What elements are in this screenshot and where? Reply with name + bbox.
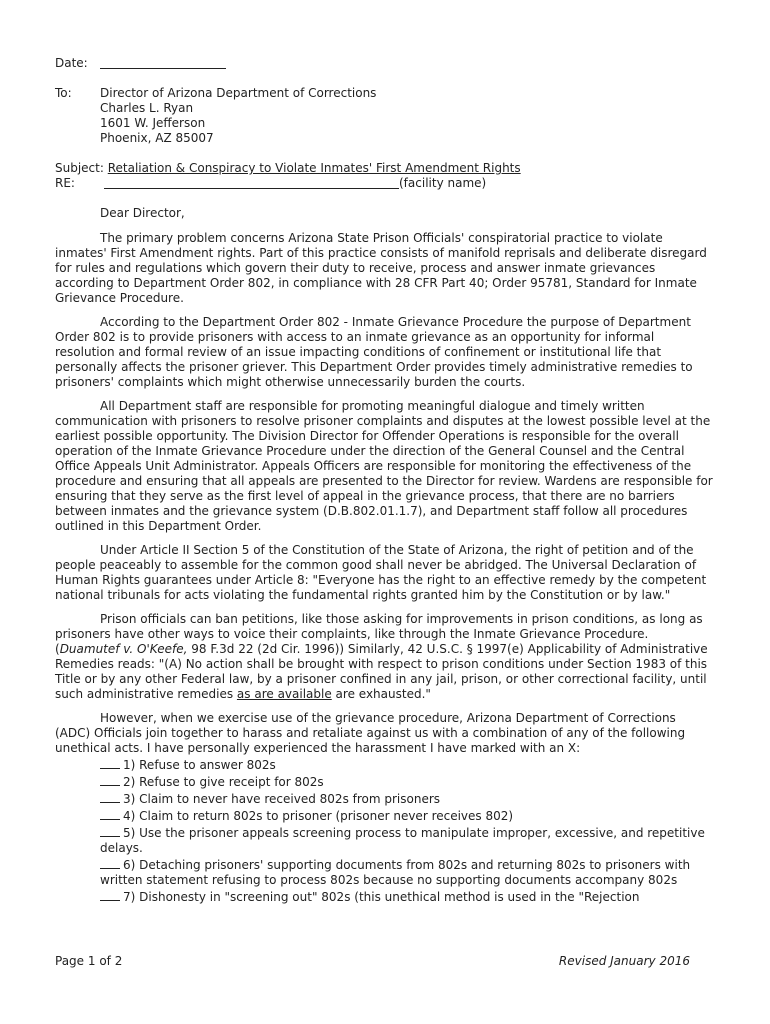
checklist-item [100, 773, 713, 790]
checklist-item [100, 790, 713, 807]
recipient-street: 1601 W. Jefferson [100, 116, 206, 130]
paragraph-1: The primary problem concerns Arizona State Prison Officials' conspiratorial practice to violate inmates' First Amendment rights. Part of this practice consists of manifold reprisals and deliberate disregard for rules and regulations which govern their duty to receive, process and answer inmate grievances according to Department Order 802, in compliance with 28 CFR Part 40; Order 95781, Standard for Inmate Grievance Procedure. [55, 231, 707, 305]
recipient-name: Director of Arizona Department of Corrections [100, 86, 377, 100]
letter-body [55, 56, 713, 905]
to-label: To: [55, 86, 72, 100]
paragraph-5 [55, 612, 713, 702]
recipient-person: Charles L. Ryan [100, 101, 194, 115]
date-blank[interactable] [100, 56, 226, 69]
paragraph-3: All Department staff are responsible for promoting meaningful dialogue and timely written communication with prisoners to resolve prisoner complaints and disputes at the lowest possible level at the earliest possible opportunity. The Division Director for Offender Operations is responsible for the overall operation of the Inmate Grievance Procedure under the direction of the General Counsel and the Central Office Appeals Unit Administrator. Appeals Officers are responsible for monitoring the effectiveness of the procedure and ensuring that all appeals are presented to the Director for review. Wardens are responsible for ensuring that they serve as the first level of appeal in the grievance process, that there are no barriers between inmates and the grievance system (D.B.802.01.1.7), and Department staff follow all procedures outlined in this Department Order. [55, 399, 713, 533]
paragraph-5-text-b: 98 F.3d 22 (2d Cir. 1996)) Similarly, 42 U.S.C. § 1997(e) Applicability of Administrative Remedies reads: "(A) No action shall be brought with respect to prison conditions under Section 1983 of this Title or by any other Federal law, by a prisoner confined in any jail, prison, or other correctional facility, until such administrative remedies [55, 642, 708, 701]
check-blank[interactable] [100, 856, 120, 869]
page-number: Page 1 of 2 [55, 954, 123, 968]
check-blank[interactable] [100, 824, 120, 837]
check-blank[interactable] [100, 773, 120, 786]
paragraph-5-text-c: are exhausted." [331, 687, 431, 701]
revision-date: Revised January 2016 [558, 954, 690, 968]
paragraph-5-text-a: Prison officials can ban petitions, like those asking for improvements in prison conditions, as long as prisoners have other ways to voice their complaints, like through the Inmate Grievance Procedure. ( [55, 612, 703, 656]
checklist-item [100, 888, 713, 905]
check-blank[interactable] [100, 790, 120, 803]
checklist-item [100, 807, 713, 824]
checklist-item-text: 3) Claim to never have received 802s from prisoners [123, 792, 441, 806]
page-footer [55, 954, 690, 969]
case-citation: Duamutef v. O'Keefe, [59, 642, 188, 656]
check-blank[interactable] [100, 888, 120, 901]
paragraph-6: However, when we exercise use of the grievance procedure, Arizona Department of Corrections (ADC) Officials join together to harass and retaliate against us with a combination of any of the following unethical acts. I have personally experienced the harassment I have marked with an X: [55, 711, 686, 755]
checklist-item [100, 756, 713, 773]
checklist-item-text: 6) Detaching prisoners' supporting documents from 802s and returning 802s to prisoners with written statement refusing to process 802s because no supporting documents accompany 802s [100, 858, 691, 887]
subject-line [55, 161, 713, 176]
re-label: RE: [55, 176, 75, 190]
checklist-item-text: 5) Use the prisoner appeals screening process to manipulate improper, excessive, and repetitive delays. [100, 826, 705, 855]
check-blank[interactable] [100, 807, 120, 820]
subject-text: Retaliation & Conspiracy to Violate Inmates' First Amendment Rights [107, 161, 521, 175]
checklist-item-text: 1) Refuse to answer 802s [123, 758, 276, 772]
date-line [55, 56, 713, 71]
harassment-checklist [100, 756, 713, 905]
subject-label: Subject: [55, 161, 104, 175]
checklist-item-text: 2) Refuse to give receipt for 802s [123, 775, 324, 789]
re-line [55, 176, 713, 191]
paragraph-2: According to the Department Order 802 - Inmate Grievance Procedure the purpose of Department Order 802 is to provide prisoners with access to an inmate grievance as an opportunity for informal resolution and formal review of an issue impacting conditions of confinement or institutional life that personally affects the prisoner griever. This Department Order provides timely administrative remedies to prisoners' complaints which might otherwise unnecessarily burden the courts. [55, 315, 693, 389]
underlined-phrase: as are available [236, 687, 332, 701]
checklist-item [100, 856, 713, 888]
check-blank[interactable] [100, 756, 120, 769]
checklist-item-text: 4) Claim to return 802s to prisoner (prisoner never receives 802) [123, 809, 514, 823]
date-label: Date: [55, 56, 88, 70]
checklist-item [100, 824, 713, 856]
checklist-item-text: 7) Dishonesty in "screening out" 802s (this unethical method is used in the "Rejection [123, 890, 640, 904]
salutation: Dear Director, [100, 206, 185, 220]
facility-hint: (facility name) [399, 176, 487, 190]
recipient-city: Phoenix, AZ 85007 [100, 131, 214, 145]
facility-blank[interactable] [104, 176, 399, 189]
paragraph-4: Under Article II Section 5 of the Constitution of the State of Arizona, the right of petition and of the people peaceably to assemble for the common good shall never be abridged. The Universal Declaration of Human Rights guarantees under Article 8: "Everyone has the right to an effective remedy by the competent national tribunals for acts violating the fundamental rights granted him by the Constitution or by law." [55, 543, 707, 602]
to-line [55, 86, 713, 101]
